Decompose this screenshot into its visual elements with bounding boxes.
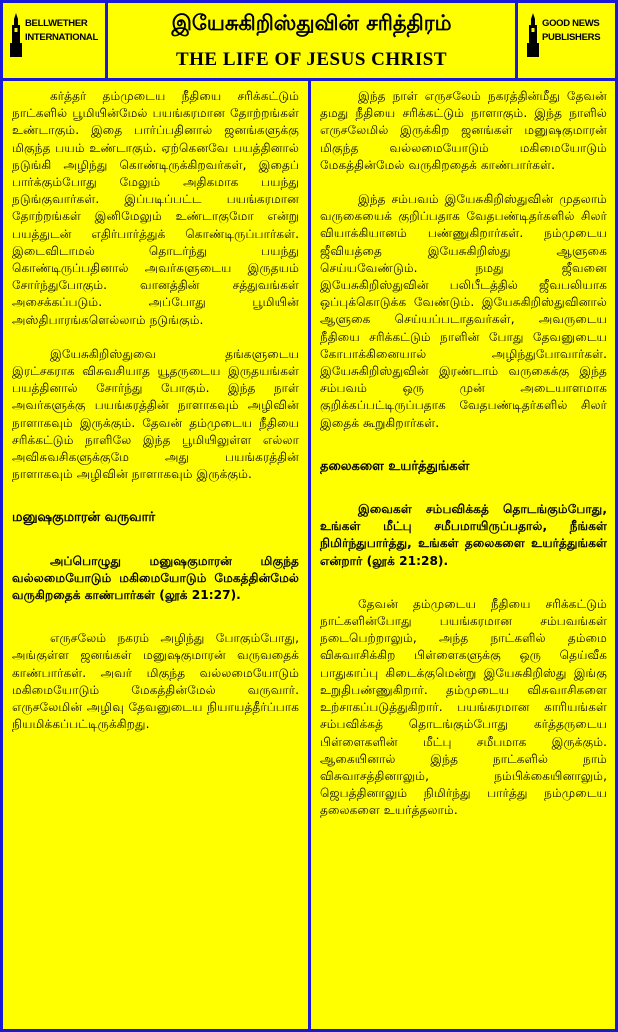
right-column bbox=[320, 88, 607, 837]
paragraph: கர்த்தர் தம்முடைய நீதியை சரிக்கட்டும் நாட்களில் பூமியின்மேல் பயங்கரமான தோற்றங்கள் உண்டாகும். இதை பார்ப்பதினால் ஜனங்களுக்கு மிகுந்த பயம் உண்டாகும். ஏற்கெனவே பயத்தினால் நடுங்கி அழிந்து கொண்டிருக்கிறவர்கள், இதைப் பார்க்கும்போது மேலும் அதிகமாக பயந்து நடுங்குவார்கள். இப்படிப்பட்ட பயங்கரமான தோற்றங்கள் இனிமேலும் உண்டாகுமோ என்று பயத்துடன் எதிர்பார்த்துக் கொண்டிருப்பார்கள். இடைவிடாமல் தொடர்ந்து பயந்து கொண்டிருப்பதினால் அவர்களுடைய இருதயம் சோர்ந்துபோகும். வானத்தின் சத்துவங்கள் அசைக்கப்படும். அப்போது பூமியின் அஸ்திபாரங்களெல்லாம் நடுங்கும். bbox=[12, 89, 299, 327]
section-heading: மனுஷகுமாரன் வருவார் bbox=[12, 510, 156, 526]
paragraph: இந்த நாள் எருசலேம் நகரத்தின்மீது தேவன் தமது நீதியை சரிக்கட்டும் நாளாகும். இந்த நாளில் எருசலேமில் இருக்கிற ஜனங்கள் மனுஷகுமாரன் மிகுந்த வல்லமையோடும் மகிமையோடும் மேகத்தின்மேல் வருகிறதைக் காண்பார்கள். bbox=[320, 89, 607, 172]
bellwether-logo bbox=[3, 3, 108, 78]
good-news-logo bbox=[515, 3, 615, 78]
title-tamil: இயேசுகிறிஸ்துவின் சரித்திரம் bbox=[171, 11, 452, 35]
paragraph: இந்த சம்பவம் இயேசுகிறிஸ்துவின் முதலாம் வருகையைக் குறிப்பதாக வேதபண்டிதர்களில் சிலர் வியாக்கியானம் பண்ணுகிறார்கள். நம்முடைய ஜீவியத்தை இயேசுகிறிஸ்து ஆளுகை செய்யவேண்டும். நமது ஜீவனை இயேசுகிறிஸ்துவின் பலிபீடத்தில் ஜீவபலியாக ஒப்புக்கொடுக்க வேண்டும். இயேசுகிறிஸ்துவினால் ஆளுகை செய்யப்படாதவர்கள், அவருடைய நீதியை சரிக்கட்டும் நாளின் போது தேவனுடைய கோபாக்கினையால் அழிந்துபோவார்கள். இயேசுகிறிஸ்துவின் இரண்டாம் வருகைக்கு இந்த சம்பவம் ஒரு முன் அடையாளமாக குறிக்கப்பட்டிருப்பதாக வேதபண்டிதர்களில் சிலர் இதைக் கூறுகிறார்கள். bbox=[320, 192, 607, 430]
tower-icon bbox=[9, 13, 23, 57]
title-english: THE LIFE OF JESUS CHRIST bbox=[175, 49, 448, 70]
header bbox=[3, 3, 615, 78]
title-block bbox=[108, 3, 515, 78]
section-heading: தலைகளை உயர்த்துங்கள் bbox=[320, 458, 470, 474]
tower-icon bbox=[526, 13, 540, 57]
logo-line: INTERNATIONAL bbox=[25, 32, 98, 43]
paragraph: தேவன் தம்முடைய நீதியை சரிக்கட்டும் நாட்களின்போது பயங்கரமான சம்பவங்கள் நடைபெற்றாலும், அந்த நாட்களில் தம்மை விசுவாசிக்கிற பிள்ளைகளுக்கு ஒரு தெய்வீக பாதுகாப்பு கிடைக்குமென்று இயேசுகிறிஸ்து இங்கு உறுதிபண்ணுகிறார். தம்முடைய விசுவாசிகளை உற்சாகப்படுத்துகிறார். பயங்கரமான காரியங்கள் சம்பவிக்கத் தொடங்கும்போது கர்த்தருடைய பிள்ளைகளின் மீட்பு சமீபமாக இருக்கும். ஆகையினால் இந்த நாட்களில் நாம் விசுவாசத்தினாலும், நம்பிக்கையினாலும், ஜெபத்தினாலும் நிமிர்ந்து பார்த்து நம்முடைய தலைகளை உயர்த்தலாம். bbox=[320, 596, 607, 818]
logo-line: GOOD NEWS bbox=[542, 18, 600, 29]
paragraph: எருசலேம் நகரம் அழிந்து போகும்போது, அங்குள்ள ஜனங்கள் மனுஷகுமாரன் வருவதைக் காண்பார்கள். அவர் மிகுந்த வல்லமையோடும் மகிமையோடும் மேகத்தின்மேல் வருவார். எருசலேமின் அழிவு தேவனுடைய நியாயத்தீர்ப்பாக நியமிக்கப்பட்டிருக்கிறது. bbox=[12, 631, 299, 732]
left-column bbox=[12, 88, 299, 751]
logo-line: PUBLISHERS bbox=[542, 32, 601, 43]
logo-line: BELLWETHER bbox=[25, 18, 88, 29]
scripture-quote: இவைகள் சம்பவிக்கத் தொடங்கும்போது, உங்கள் மீட்பு சமீபமாயிருப்பதால், நீங்கள் நிமிர்ந்துபார்த்து, உங்கள் தலைகளை உயர்த்துங்கள் என்றார் (லூக் 21:28). bbox=[320, 502, 607, 568]
scripture-quote: அப்பொழுது மனுஷகுமாரன் மிகுந்த வல்லமையோடும் மகிமையோடும் மேகத்தின்மேல் வருகிறதைக் காண்பார்கள் (லூக் 21:27). bbox=[12, 553, 299, 603]
paragraph: இயேசுகிறிஸ்துவை தங்களுடைய இரட்சகராக விசுவசியாத யூதருடைய இருதயங்கள் பயத்தினால் சோர்ந்து போகும். இந்த நாள் அவர்களுக்கு பயங்கரத்தின் நாளாகவும் அழிவின் நாளாகவும் இருக்கும். தேவன் தம்முடைய நீதியை சரிக்கட்டும் நாளிலே இந்த பூமியிலுள்ள எல்லா அவிசுவசிகளுக்குமே அது பயங்கரத்தின் நாளாகவும் அழிவின் நாளாகவும் இருக்கும். bbox=[12, 346, 299, 482]
column-divider bbox=[308, 78, 311, 1032]
